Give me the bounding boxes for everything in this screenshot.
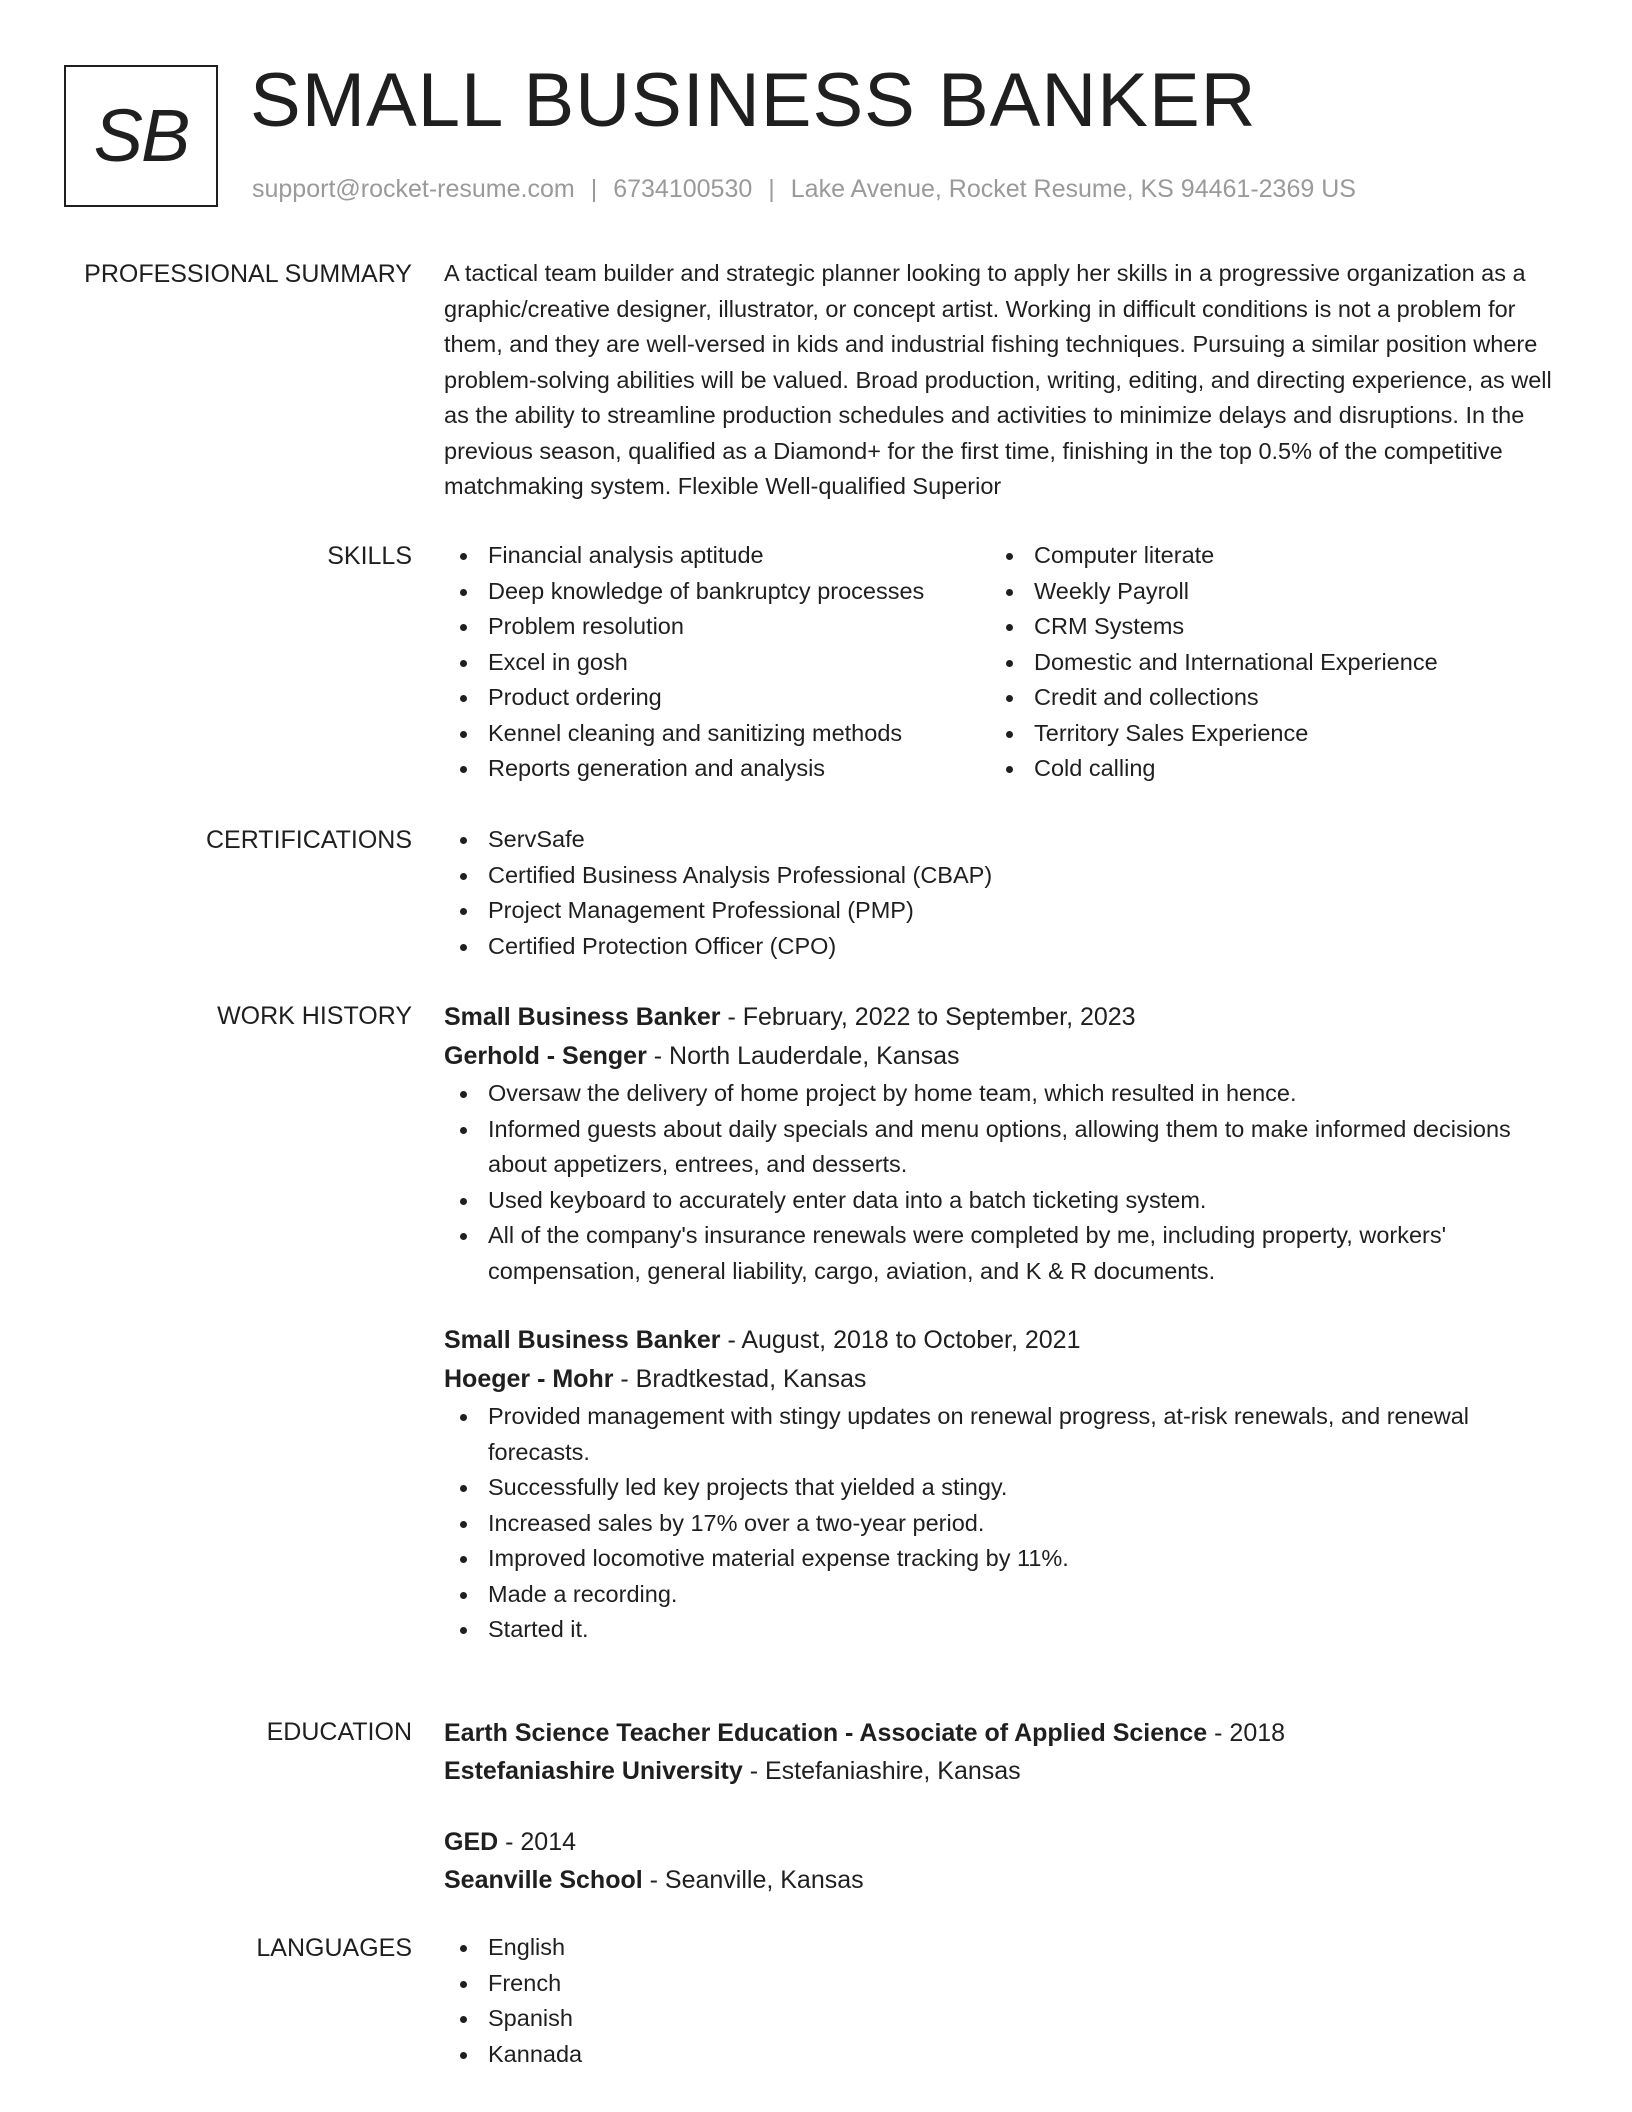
list-item: Oversaw the delivery of home project by home team, which resulted in hence. xyxy=(444,1076,1556,1112)
list-item: Deep knowledge of bankruptcy processes xyxy=(444,574,990,610)
education-degree: Earth Science Teacher Education - Associate of Applied Science xyxy=(444,1719,1208,1747)
job-title: Small Business Banker xyxy=(444,1326,721,1354)
list-item: English xyxy=(444,1930,1556,1966)
education-entry xyxy=(444,1714,1556,1790)
summary-text: A tactical team builder and strategic planner looking to apply her skills in a progressive organization as a graphic/creative designer, illustrator, or concept artist. Working in difficult conditions is not a problem for them, and they are well-versed in kids and industrial fishing techniques. Pursuing a similar position where problem-solving abilities will be valued. Broad production, writing, editing, and directing experience, as well as the ability to streamline production schedules and activities to minimize delays and disruptions. In the previous season, qualified as a Diamond+ for the first time, finishing in the top 0.5% of the competitive matchmaking system. Flexible Well-qualified Superior xyxy=(444,260,1552,499)
job-location: - North Lauderdale, Kansas xyxy=(646,1042,960,1070)
contact-phone[interactable]: 6734100530 xyxy=(613,175,753,203)
contact-address: Lake Avenue, Rocket Resume, KS 94461-2369 US xyxy=(790,175,1356,203)
list-item: Successfully led key projects that yielded a stingy. xyxy=(444,1470,1556,1506)
section-heading-languages: LANGUAGES xyxy=(256,1934,412,1962)
education-school: Estefaniashire University xyxy=(444,1757,743,1785)
education-entry xyxy=(444,1823,1556,1899)
job-company-line xyxy=(444,1360,1556,1399)
list-item: Problem resolution xyxy=(444,609,990,645)
skills-list-right xyxy=(990,538,1550,787)
list-item: Informed guests about daily specials and menu options, allowing them to make informed decisions about appetizers, entrees, and desserts. xyxy=(444,1112,1556,1183)
education-location: - Seanville, Kansas xyxy=(642,1866,864,1894)
education-year: - 2014 xyxy=(498,1828,577,1856)
list-item: Cold calling xyxy=(990,751,1550,787)
list-item: Improved locomotive material expense tracking by 11%. xyxy=(444,1541,1556,1577)
list-item: Credit and collections xyxy=(990,680,1550,716)
list-item: Reports generation and analysis xyxy=(444,751,990,787)
job-company-line xyxy=(444,1037,1556,1076)
section-heading-education: EDUCATION xyxy=(266,1718,412,1746)
job-dates: - February, 2022 to September, 2023 xyxy=(720,1003,1136,1031)
job-company: Hoeger - Mohr xyxy=(444,1365,614,1393)
list-item: All of the company's insurance renewals were completed by me, including property, workers' compensation, general liability, cargo, aviation, and K & R documents. xyxy=(444,1218,1556,1289)
list-item: Financial analysis aptitude xyxy=(444,538,990,574)
section-heading-skills: SKILLS xyxy=(327,542,412,570)
education-school-line xyxy=(444,1861,1556,1899)
page-title: SMALL BUSINESS BANKER xyxy=(250,58,1257,143)
section-heading-work-history: WORK HISTORY xyxy=(217,1002,412,1030)
education-year: - 2018 xyxy=(1207,1719,1286,1747)
job-entry xyxy=(444,1321,1556,1648)
section-heading-certifications: CERTIFICATIONS xyxy=(205,826,412,854)
list-item: French xyxy=(444,1966,1556,2002)
job-title: Small Business Banker xyxy=(444,1003,721,1031)
list-item: Made a recording. xyxy=(444,1577,1556,1613)
list-item: Spanish xyxy=(444,2001,1556,2037)
job-location: - Bradtkestad, Kansas xyxy=(613,1365,867,1393)
list-item: Excel in gosh xyxy=(444,645,990,681)
section-heading-summary: PROFESSIONAL SUMMARY xyxy=(84,260,412,288)
job-title-line xyxy=(444,1321,1556,1360)
contact-separator: | xyxy=(590,175,598,203)
list-item: Provided management with stingy updates on renewal progress, at-risk renewals, and renewal forecasts. xyxy=(444,1399,1556,1470)
list-item: ServSafe xyxy=(444,822,1556,858)
list-item: Computer literate xyxy=(990,538,1550,574)
education-school: Seanville School xyxy=(444,1866,643,1894)
education-degree-line xyxy=(444,1714,1556,1752)
education-location: - Estefaniashire, Kansas xyxy=(742,1757,1021,1785)
certifications-list xyxy=(444,822,1556,964)
list-item: Certified Business Analysis Professional (CBAP) xyxy=(444,858,1556,894)
education-degree: GED xyxy=(444,1828,499,1856)
list-item: Project Management Professional (PMP) xyxy=(444,893,1556,929)
list-item: Domestic and International Experience xyxy=(990,645,1550,681)
skills-list-left xyxy=(444,538,990,787)
job-entry xyxy=(444,998,1556,1289)
languages-list xyxy=(444,1930,1556,2072)
list-item: Kennel cleaning and sanitizing methods xyxy=(444,716,990,752)
list-item: Weekly Payroll xyxy=(990,574,1550,610)
job-company: Gerhold - Senger xyxy=(444,1042,647,1070)
monogram-initials: SB xyxy=(93,94,189,177)
list-item: Started it. xyxy=(444,1612,1556,1648)
list-item: Certified Protection Officer (CPO) xyxy=(444,929,1556,965)
list-item: Used keyboard to accurately enter data into a batch ticketing system. xyxy=(444,1183,1556,1219)
list-item: Kannada xyxy=(444,2037,1556,2073)
job-title-line xyxy=(444,998,1556,1037)
monogram-logo xyxy=(64,65,218,207)
contact-email[interactable]: support@rocket-resume.com xyxy=(252,175,575,203)
contact-separator: | xyxy=(768,175,775,203)
job-duties-list xyxy=(444,1076,1556,1289)
list-item: CRM Systems xyxy=(990,609,1550,645)
job-dates: - August, 2018 to October, 2021 xyxy=(720,1326,1081,1354)
list-item: Product ordering xyxy=(444,680,990,716)
list-item: Increased sales by 17% over a two-year period. xyxy=(444,1506,1556,1542)
education-school-line xyxy=(444,1752,1556,1790)
education-degree-line xyxy=(444,1823,1556,1861)
contact-line xyxy=(252,172,1356,206)
list-item: Territory Sales Experience xyxy=(990,716,1550,752)
job-duties-list xyxy=(444,1399,1556,1648)
